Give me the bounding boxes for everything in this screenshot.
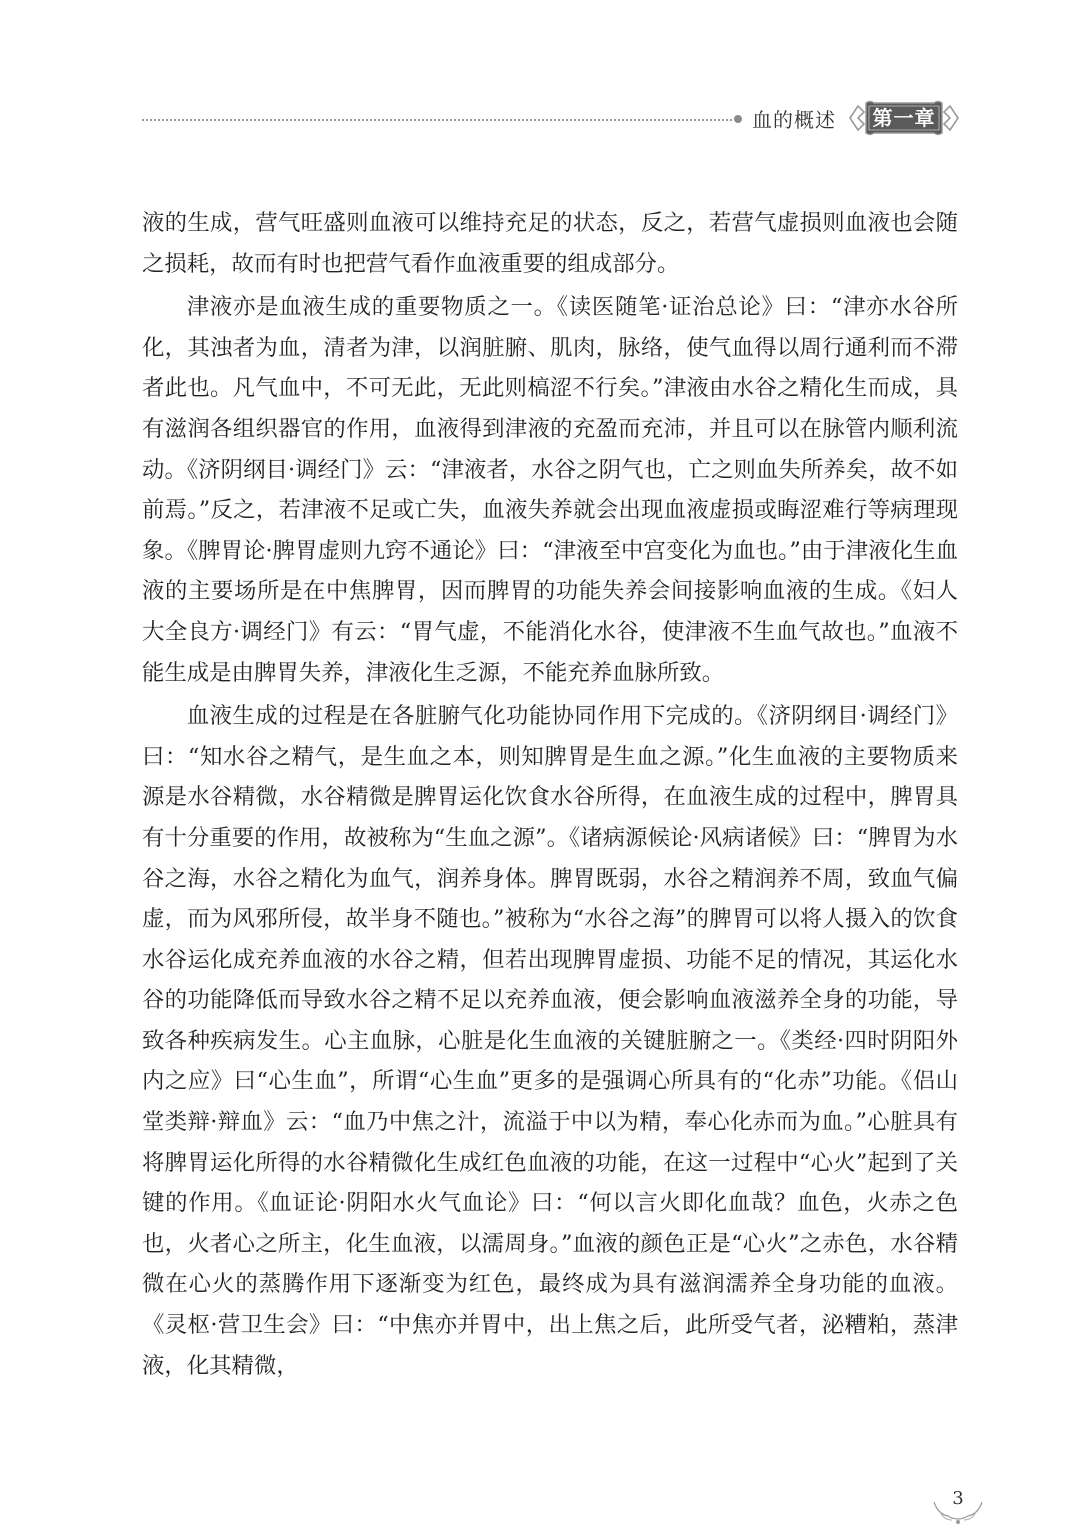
page-header <box>0 0 1087 160</box>
header-dotted-rule <box>142 119 732 121</box>
paragraph: 津液亦是血液生成的重要物质之一。《读医随笔·证治总论》曰：“津亦水谷所化，其浊者为血，清者为津，以润脏腑、肌肉，脉络，使气血得以周行通利而不滞者此也。凡气血中，不可无此，无此则槁涩不行矣。”津液由水谷之精化生而成，具有滋润各组织器官的作用，血液得到津液的充盈而充沛，并且可以在脉管内顺利流动。《济阴纲目·调经门》云：“津液者，水谷之阴气也，亡之则血失所养矣，故不如前焉。”反之，若津液不足或亡失，血液失养就会出现血液虚损或晦涩难行等病理现象。《脾胃论·脾胃虚则九窍不通论》曰：“津液至中宫变化为血也。”由于津液化生血液的主要场所是在中焦脾胃，因而脾胃的功能失养会间接影响血液的生成。《妇人大全良方·调经门》有云：“胃气虚，不能消化水谷，使津液不生血气故也。”血液不能生成是由脾胃失养，津液化生乏源，不能充养血脉所致。 <box>142 294 958 686</box>
page-number: 3 <box>952 1488 964 1509</box>
page-footer <box>930 1488 986 1528</box>
section-title: 血的概述 <box>752 108 836 132</box>
paragraph: 液的生成，营气旺盛则血液可以维持充足的状态，反之，若营气虚损则血液也会随之损耗，故而有时也把营气看作血液重要的组成部分。 <box>142 210 958 277</box>
paragraph: 血液生成的过程是在各脏腑气化功能协同作用下完成的。《济阴纲目·调经门》曰：“知水谷之精气，是生血之本，则知脾胃是生血之源。”化生血液的主要物质来源是水谷精微，水谷精微是脾胃运化饮食水谷所得，在血液生成的过程中，脾胃具有十分重要的作用，故被称为“生血之源”。《诸病源候论·风病诸候》曰：“脾胃为水谷之海，水谷之精化为血气，润养身体。脾胃既弱，水谷之精润养不周，致血气偏虚，而为风邪所侵，故半身不随也。”被称为“水谷之海”的脾胃可以将人摄入的饮食水谷运化成充养血液的水谷之精，但若出现脾胃虚损、功能不足的情况，其运化水谷的功能降低而导致水谷之精不足以充养血液，便会影响血液滋养全身的功能，导致各种疾病发生。心主血脉，心脏是化生血液的关键脏腑之一。《类经·四时阴阳外内之应》曰“心生血”，所谓“心生血”更多的是强调心所具有的“化赤”功能。《侣山堂类辩·辩血》云：“血乃中焦之汁，流溢于中以为精，奉心化赤而为血。”心脏具有将脾胃运化所得的水谷精微化生成红色血液的功能，在这一过程中“心火”起到了关键的作用。《血证论·阴阳水火气血论》曰：“何以言火即化血哉？血色，火赤之色也，火者心之所主，化生血液，以濡周身。”血液的颜色正是“心火”之赤色，水谷精微在心火的蒸腾作用下逐渐变为红色，最终成为具有滋润濡养全身功能的血液。《灵枢·营卫生会》曰：“中焦亦并胃中，出上焦之后，此所受气者，泌糟粕，蒸津液，化其精微， <box>142 703 958 1379</box>
header-rule-dot <box>734 115 742 123</box>
chapter-badge <box>848 98 960 138</box>
body-text <box>142 203 958 1386</box>
chapter-label: 第一章 <box>872 106 936 130</box>
